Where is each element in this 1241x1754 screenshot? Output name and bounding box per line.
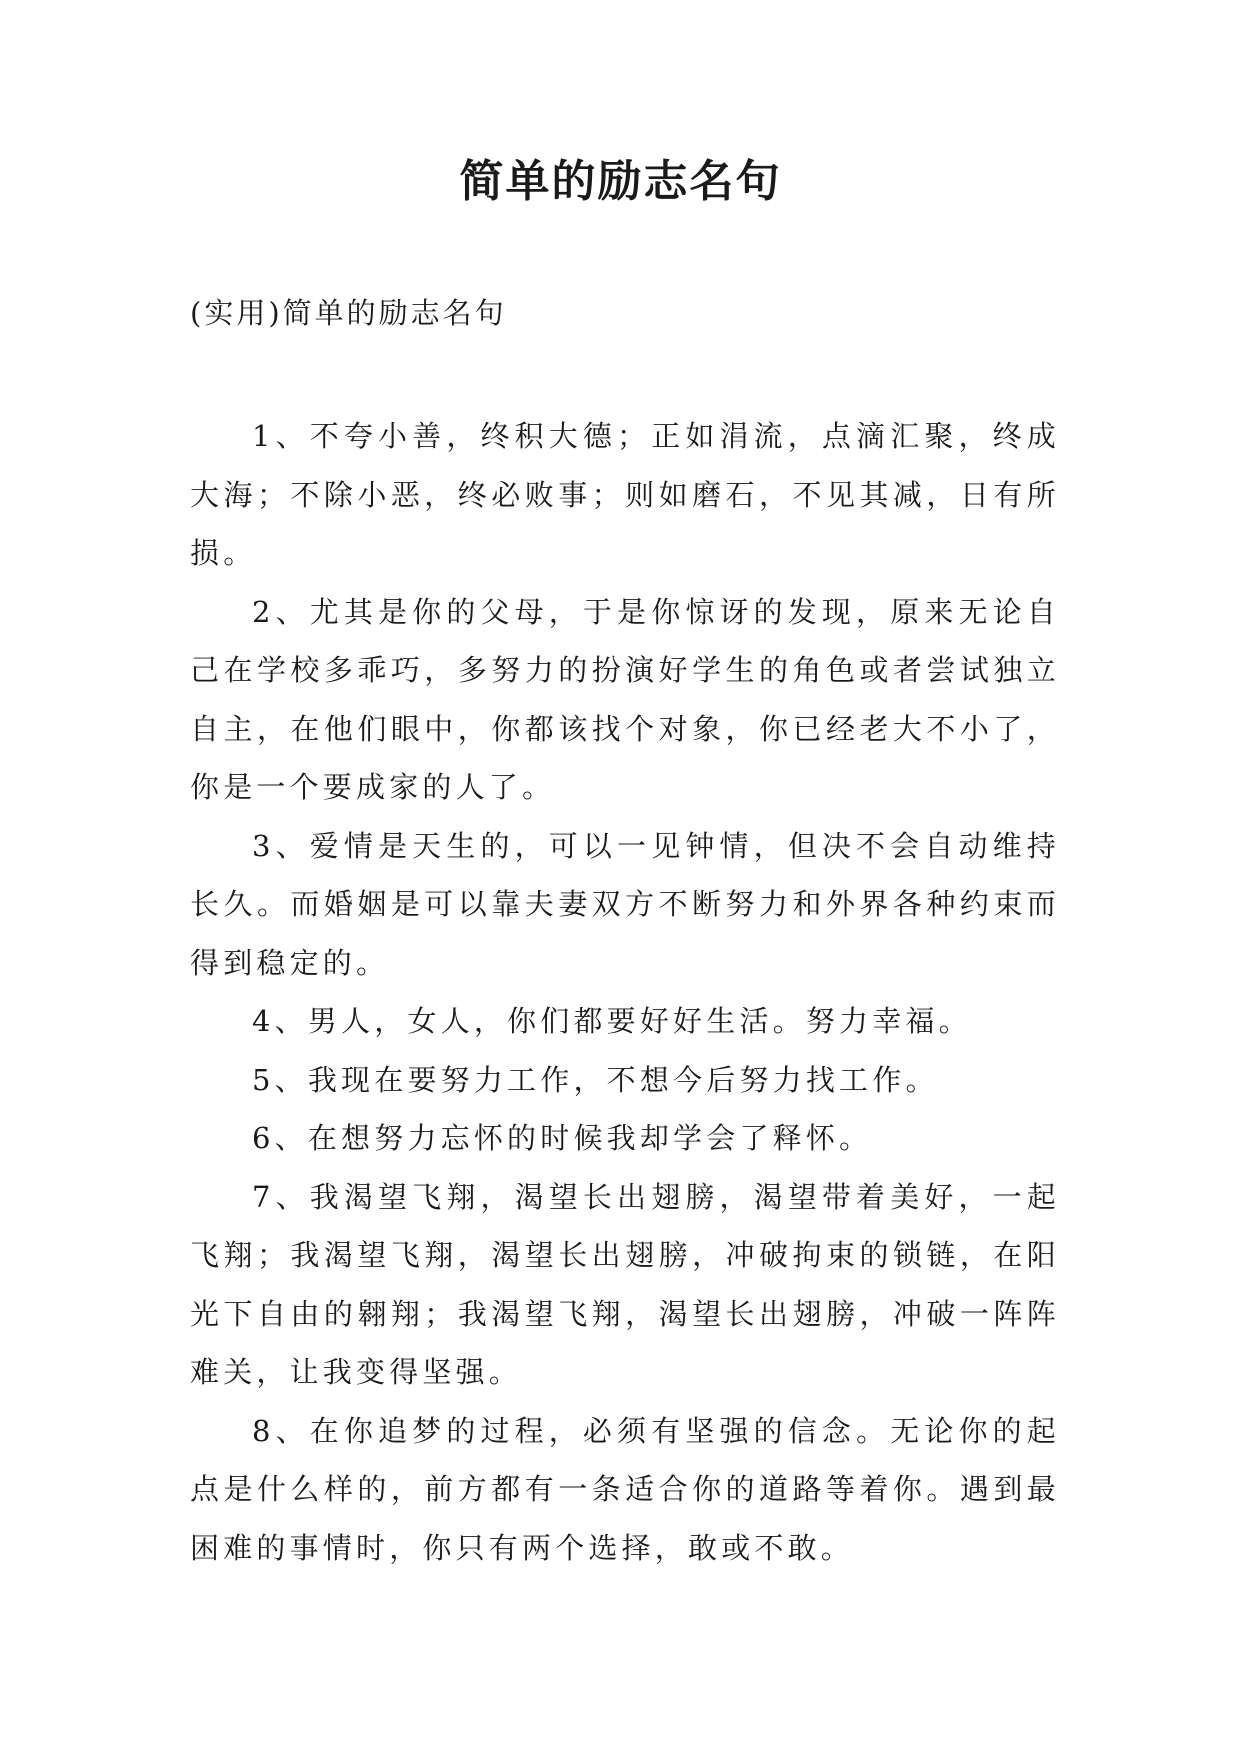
paragraph-3: 3、爱情是天生的，可以一见钟情，但决不会自动维持长久。而婚姻是可以靠夫妻双方不断努力和外界各种约束而得到稳定的。 <box>190 828 1060 980</box>
document-body <box>190 407 1060 1577</box>
paragraph-8: 8、在你追梦的过程，必须有坚强的信念。无论你的起点是什么样的，前方都有一条适合你的道路等着你。遇到最困难的事情时，你只有两个选择，敢或不敢。 <box>190 1413 1060 1565</box>
paragraph-7: 7、我渴望飞翔，渴望长出翅膀，渴望带着美好，一起飞翔；我渴望飞翔，渴望长出翅膀，冲破拘束的锁链，在阳光下自由的翱翔；我渴望飞翔，渴望长出翅膀，冲破一阵阵难关，让我变得坚强。 <box>190 1179 1060 1389</box>
paragraph-6: 6、在想努力忘怀的时候我却学会了释怀。 <box>252 1121 873 1155</box>
paragraph-4: 4、男人，女人，你们都要好好生活。努力幸福。 <box>252 1004 972 1038</box>
paragraph-2: 2、尤其是你的父母，于是你惊讶的发现，原来无论自己在学校多乖巧，多努力的扮演好学生的角色或者尝试独立自主，在他们眼中，你都该找个对象，你已经老大不小了，你是一个要成家的人了。 <box>190 594 1060 804</box>
paragraph-5: 5、我现在要努力工作，不想今后努力找工作。 <box>252 1062 939 1097</box>
document-subtitle: (实用)简单的励志名句 <box>190 296 507 330</box>
document-title: 简单的励志名句 <box>459 156 782 207</box>
paragraph-1: 1、不夸小善，终积大德；正如涓流，点滴汇聚，终成大海；不除小恶，终必败事；则如磨石，不见其减，日有所损。 <box>190 419 1060 570</box>
